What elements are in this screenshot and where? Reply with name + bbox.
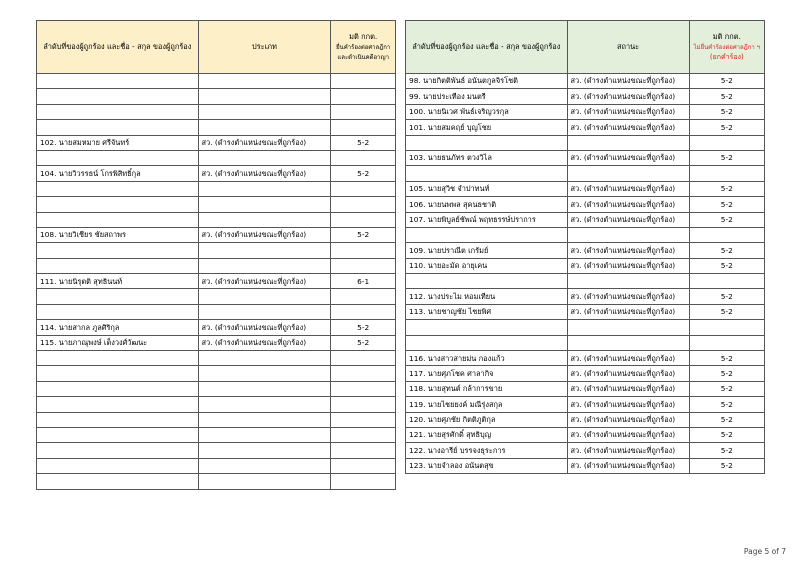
right-cell-name: 121. นายสุรศักดิ์ สุทธิบุญ — [406, 427, 568, 442]
left-cell-resolution — [331, 381, 396, 396]
right-table-row — [406, 74, 765, 89]
right-cell-status: สว. (ดำรงตำแหน่งขณะที่ถูกร้อง) — [567, 289, 689, 304]
left-table-row — [37, 351, 396, 366]
page-number: Page 5 of 7 — [743, 547, 786, 556]
right-cell-resolution: 5-2 — [689, 304, 764, 319]
left-cell-type — [198, 197, 331, 212]
left-table-row — [37, 427, 396, 442]
left-cell-type — [198, 304, 331, 319]
left-cell-type — [198, 412, 331, 427]
right-cell-status: สว. (ดำรงตำแหน่งขณะที่ถูกร้อง) — [567, 351, 689, 366]
right-cell-name: 113. นายชาญชัย ไชยพิศ — [406, 304, 568, 319]
left-table-row — [37, 181, 396, 196]
left-cell-type — [198, 458, 331, 473]
right-cell-resolution: 5-2 — [689, 120, 764, 135]
left-cell-resolution — [331, 427, 396, 442]
right-table-row — [406, 335, 765, 350]
right-cell-name — [406, 335, 568, 350]
left-cell-name: 114. นายสากล ภูลศิริกุล — [37, 320, 199, 335]
left-cell-type — [198, 181, 331, 196]
right-cell-resolution: 5-2 — [689, 258, 764, 273]
left-table-row — [37, 227, 396, 242]
left-cell-resolution — [331, 181, 396, 196]
left-header-type: ประเภท — [198, 21, 331, 74]
right-cell-status: สว. (ดำรงตำแหน่งขณะที่ถูกร้อง) — [567, 150, 689, 165]
right-table-row — [406, 274, 765, 289]
right-table-row — [406, 304, 765, 319]
right-cell-resolution: 5-2 — [689, 181, 764, 196]
left-table — [36, 20, 396, 490]
left-table-row — [37, 443, 396, 458]
left-cell-resolution — [331, 366, 396, 381]
left-cell-name — [37, 181, 199, 196]
right-cell-status — [567, 227, 689, 242]
left-cell-name — [37, 89, 199, 104]
right-cell-name: 107. นายพิบูลย์ชัพณ์ พฤทธรรษ์ปราการ — [406, 212, 568, 227]
left-cell-name — [37, 150, 199, 165]
right-cell-name: 116. นางสาวสายม่น กองแก้ว — [406, 351, 568, 366]
left-header-resolution-sub2: และดำเนินคดีอาญา — [337, 53, 390, 61]
left-cell-name — [37, 458, 199, 473]
left-cell-name — [37, 212, 199, 227]
right-cell-status: สว. (ดำรงตำแหน่งขณะที่ถูกร้อง) — [567, 412, 689, 427]
left-cell-resolution — [331, 89, 396, 104]
right-cell-resolution: 5-2 — [689, 427, 764, 442]
right-cell-status: สว. (ดำรงตำแหน่งขณะที่ถูกร้อง) — [567, 74, 689, 89]
left-cell-type — [198, 289, 331, 304]
right-cell-resolution: 5-2 — [689, 150, 764, 165]
left-cell-type — [198, 74, 331, 89]
left-cell-resolution — [331, 474, 396, 489]
left-cell-resolution — [331, 458, 396, 473]
right-table-row — [406, 212, 765, 227]
right-cell-status: สว. (ดำรงตำแหน่งขณะที่ถูกร้อง) — [567, 181, 689, 196]
left-table-row — [37, 458, 396, 473]
right-table-row — [406, 289, 765, 304]
left-cell-name — [37, 74, 199, 89]
right-table-row — [406, 197, 765, 212]
right-table-row — [406, 89, 765, 104]
right-cell-resolution — [689, 166, 764, 181]
right-cell-resolution: 5-2 — [689, 458, 764, 473]
right-table-row — [406, 243, 765, 258]
left-cell-name — [37, 474, 199, 489]
left-cell-name: 102. นายสมหมาย ศรีจันทร์ — [37, 135, 199, 150]
left-table-row — [37, 150, 396, 165]
left-table-row — [37, 166, 396, 181]
right-cell-status — [567, 274, 689, 289]
left-table-row — [37, 320, 396, 335]
left-cell-name — [37, 197, 199, 212]
right-table-row — [406, 427, 765, 442]
left-table-row — [37, 474, 396, 489]
right-cell-name: 109. นายปราณีต เกรัมย์ — [406, 243, 568, 258]
right-cell-name: 120. นายศุภชัย กิตติภูติกุล — [406, 412, 568, 427]
right-table-row — [406, 181, 765, 196]
left-table-row — [37, 243, 396, 258]
right-cell-resolution — [689, 274, 764, 289]
left-cell-resolution — [331, 120, 396, 135]
right-table-row — [406, 351, 765, 366]
right-header-name: ลำดับที่ของผู้ถูกร้อง และชื่อ - สกุล ของผู้ถูกร้อง — [406, 21, 568, 74]
right-cell-name: 103. นายธนภัทร ตวงวิไล — [406, 150, 568, 165]
right-cell-resolution: 5-2 — [689, 397, 764, 412]
right-table-row — [406, 320, 765, 335]
right-cell-status: สว. (ดำรงตำแหน่งขณะที่ถูกร้อง) — [567, 89, 689, 104]
left-cell-resolution — [331, 197, 396, 212]
right-cell-name — [406, 274, 568, 289]
left-cell-type: สว. (ดำรงตำแหน่งขณะที่ถูกร้อง) — [198, 166, 331, 181]
left-table-row — [37, 381, 396, 396]
left-cell-name — [37, 412, 199, 427]
right-header-resolution-sub1: ไม่ยื่นคำร้องต่อศาลฎีกา ฯ — [693, 43, 760, 51]
left-table-row — [37, 274, 396, 289]
left-cell-type: สว. (ดำรงตำแหน่งขณะที่ถูกร้อง) — [198, 135, 331, 150]
left-cell-type — [198, 381, 331, 396]
left-cell-name: 104. นายวิวรรธน์ โกรพิสิทธิ์กุล — [37, 166, 199, 181]
right-cell-status: สว. (ดำรงตำแหน่งขณะที่ถูกร้อง) — [567, 243, 689, 258]
right-cell-resolution: 5-2 — [689, 381, 764, 396]
right-cell-name — [406, 320, 568, 335]
left-table-row — [37, 258, 396, 273]
right-cell-resolution — [689, 227, 764, 242]
right-cell-status: สว. (ดำรงตำแหน่งขณะที่ถูกร้อง) — [567, 304, 689, 319]
right-cell-resolution: 5-2 — [689, 443, 764, 458]
right-cell-resolution — [689, 320, 764, 335]
right-cell-status — [567, 135, 689, 150]
right-header-status: สถานะ — [567, 21, 689, 74]
left-cell-resolution — [331, 397, 396, 412]
right-cell-name — [406, 166, 568, 181]
right-cell-status: สว. (ดำรงตำแหน่งขณะที่ถูกร้อง) — [567, 443, 689, 458]
left-cell-resolution — [331, 150, 396, 165]
left-table-row — [37, 335, 396, 350]
left-table-row — [37, 197, 396, 212]
right-cell-resolution: 5-2 — [689, 366, 764, 381]
left-table-row — [37, 135, 396, 150]
left-cell-resolution — [331, 443, 396, 458]
left-table-body — [37, 74, 396, 490]
left-cell-type — [198, 366, 331, 381]
left-table-row — [37, 212, 396, 227]
left-cell-name — [37, 243, 199, 258]
left-cell-resolution — [331, 243, 396, 258]
left-cell-resolution — [331, 212, 396, 227]
left-cell-name — [37, 381, 199, 396]
right-cell-name: 100. นายนิเวศ พันธ์เจริญวรกุล — [406, 104, 568, 119]
left-cell-type — [198, 258, 331, 273]
left-cell-type — [198, 443, 331, 458]
left-table-row — [37, 289, 396, 304]
left-cell-resolution: 5-2 — [331, 166, 396, 181]
left-cell-type — [198, 351, 331, 366]
right-cell-status: สว. (ดำรงตำแหน่งขณะที่ถูกร้อง) — [567, 366, 689, 381]
left-cell-resolution: 5-2 — [331, 227, 396, 242]
left-header-resolution-title: มติ กกต. — [349, 32, 378, 42]
left-cell-type — [198, 427, 331, 442]
right-cell-resolution — [689, 335, 764, 350]
left-cell-name — [37, 427, 199, 442]
left-cell-resolution — [331, 304, 396, 319]
left-cell-resolution: 5-2 — [331, 335, 396, 350]
left-table-row — [37, 104, 396, 119]
left-cell-name — [37, 104, 199, 119]
right-cell-status: สว. (ดำรงตำแหน่งขณะที่ถูกร้อง) — [567, 381, 689, 396]
left-header-resolution — [331, 21, 396, 74]
right-table-row — [406, 397, 765, 412]
right-table-header-row — [406, 21, 765, 74]
right-table-row — [406, 104, 765, 119]
left-cell-type — [198, 474, 331, 489]
right-header-resolution-title: มติ กกต. — [712, 31, 741, 41]
left-cell-resolution — [331, 351, 396, 366]
right-table-row — [406, 166, 765, 181]
right-table-row — [406, 443, 765, 458]
right-header-resolution-sub2: (ยกคำร้อง) — [709, 53, 744, 62]
right-cell-name: 98. นายกิตติพันธ์ อนันตกูลจิรโชติ — [406, 74, 568, 89]
right-cell-status: สว. (ดำรงตำแหน่งขณะที่ถูกร้อง) — [567, 397, 689, 412]
right-cell-status — [567, 320, 689, 335]
left-table-row — [37, 412, 396, 427]
left-cell-type — [198, 150, 331, 165]
right-cell-resolution: 5-2 — [689, 89, 764, 104]
right-cell-resolution: 5-2 — [689, 412, 764, 427]
left-cell-name — [37, 397, 199, 412]
left-cell-name — [37, 366, 199, 381]
right-table-row — [406, 412, 765, 427]
left-cell-type: สว. (ดำรงตำแหน่งขณะที่ถูกร้อง) — [198, 227, 331, 242]
left-cell-name — [37, 351, 199, 366]
right-cell-resolution — [689, 135, 764, 150]
left-cell-type — [198, 397, 331, 412]
right-cell-name: 119. นายไชยยงค์ มณีรุ่งสกุล — [406, 397, 568, 412]
left-cell-name — [37, 120, 199, 135]
right-cell-status — [567, 166, 689, 181]
left-cell-type — [198, 89, 331, 104]
right-table-row — [406, 258, 765, 273]
left-table-row — [37, 89, 396, 104]
right-cell-name: 123. นายจำลอง อนันตสุข — [406, 458, 568, 473]
left-cell-type — [198, 212, 331, 227]
left-cell-type — [198, 243, 331, 258]
right-cell-name: 112. นางประไม หอมเทียน — [406, 289, 568, 304]
right-cell-status: สว. (ดำรงตำแหน่งขณะที่ถูกร้อง) — [567, 120, 689, 135]
left-cell-name: 115. นายภาณุพงษ์ เต็งวงศ์วัฒนะ — [37, 335, 199, 350]
right-table-row — [406, 135, 765, 150]
right-cell-resolution: 5-2 — [689, 74, 764, 89]
right-cell-resolution: 5-2 — [689, 212, 764, 227]
left-cell-resolution: 5-2 — [331, 135, 396, 150]
right-cell-status: สว. (ดำรงตำแหน่งขณะที่ถูกร้อง) — [567, 212, 689, 227]
right-table-row — [406, 150, 765, 165]
left-cell-resolution — [331, 258, 396, 273]
right-cell-name: 105. นายสุวิช จำปาทนท์ — [406, 181, 568, 196]
right-table-row — [406, 381, 765, 396]
right-cell-name: 118. นายสุทนต์ กล้าการขาย — [406, 381, 568, 396]
right-table-row — [406, 458, 765, 473]
left-cell-name — [37, 258, 199, 273]
left-table-row — [37, 74, 396, 89]
left-cell-name — [37, 443, 199, 458]
right-cell-resolution: 5-2 — [689, 197, 764, 212]
right-cell-resolution: 5-2 — [689, 104, 764, 119]
right-cell-name: 122. นางอารีย์ บรรจงธุระการ — [406, 443, 568, 458]
right-table-row — [406, 366, 765, 381]
right-table-row — [406, 120, 765, 135]
right-cell-status: สว. (ดำรงตำแหน่งขณะที่ถูกร้อง) — [567, 197, 689, 212]
right-table-body — [406, 74, 765, 474]
left-header-name: ลำดับที่ของผู้ถูกร้อง และชื่อ - สกุล ของผู้ถูกร้อง — [37, 21, 199, 74]
right-table-row — [406, 227, 765, 242]
left-cell-name: 111. นายนิรุตติ สุทธินนท์ — [37, 274, 199, 289]
right-cell-resolution: 5-2 — [689, 243, 764, 258]
left-cell-resolution: 6-1 — [331, 274, 396, 289]
right-cell-status: สว. (ดำรงตำแหน่งขณะที่ถูกร้อง) — [567, 104, 689, 119]
right-cell-status: สว. (ดำรงตำแหน่งขณะที่ถูกร้อง) — [567, 427, 689, 442]
right-cell-name: 117. นายศุภโชค ศาลากิจ — [406, 366, 568, 381]
left-cell-resolution — [331, 412, 396, 427]
right-cell-status — [567, 335, 689, 350]
right-table — [405, 20, 765, 474]
left-cell-type: สว. (ดำรงตำแหน่งขณะที่ถูกร้อง) — [198, 335, 331, 350]
left-table-row — [37, 120, 396, 135]
right-cell-name: 99. นายประเทือง มนตรี — [406, 89, 568, 104]
left-cell-resolution — [331, 74, 396, 89]
right-cell-name — [406, 135, 568, 150]
left-cell-type — [198, 120, 331, 135]
left-cell-resolution — [331, 289, 396, 304]
left-cell-resolution: 5-2 — [331, 320, 396, 335]
left-cell-type — [198, 104, 331, 119]
left-cell-resolution — [331, 104, 396, 119]
left-table-row — [37, 304, 396, 319]
right-cell-name: 110. นายอะมัด อายุเคน — [406, 258, 568, 273]
right-cell-name — [406, 227, 568, 242]
right-cell-status: สว. (ดำรงตำแหน่งขณะที่ถูกร้อง) — [567, 258, 689, 273]
right-cell-name: 101. นายสมคฤย์ บุญโชย — [406, 120, 568, 135]
left-cell-type: สว. (ดำรงตำแหน่งขณะที่ถูกร้อง) — [198, 274, 331, 289]
left-table-row — [37, 366, 396, 381]
right-cell-resolution: 5-2 — [689, 351, 764, 366]
left-cell-name: 108. นายวิเชียร ชัยสถาพร — [37, 227, 199, 242]
right-cell-name: 106. นายนพพล สุคนธชาติ — [406, 197, 568, 212]
left-cell-name — [37, 304, 199, 319]
right-cell-status: สว. (ดำรงตำแหน่งขณะที่ถูกร้อง) — [567, 458, 689, 473]
left-cell-type: สว. (ดำรงตำแหน่งขณะที่ถูกร้อง) — [198, 320, 331, 335]
left-table-row — [37, 397, 396, 412]
left-header-resolution-sub1: ยื่นคำร้องต่อศาลฎีกา — [336, 44, 391, 52]
right-cell-resolution: 5-2 — [689, 289, 764, 304]
left-table-header-row — [37, 21, 396, 74]
right-header-resolution — [689, 21, 764, 74]
left-cell-name — [37, 289, 199, 304]
